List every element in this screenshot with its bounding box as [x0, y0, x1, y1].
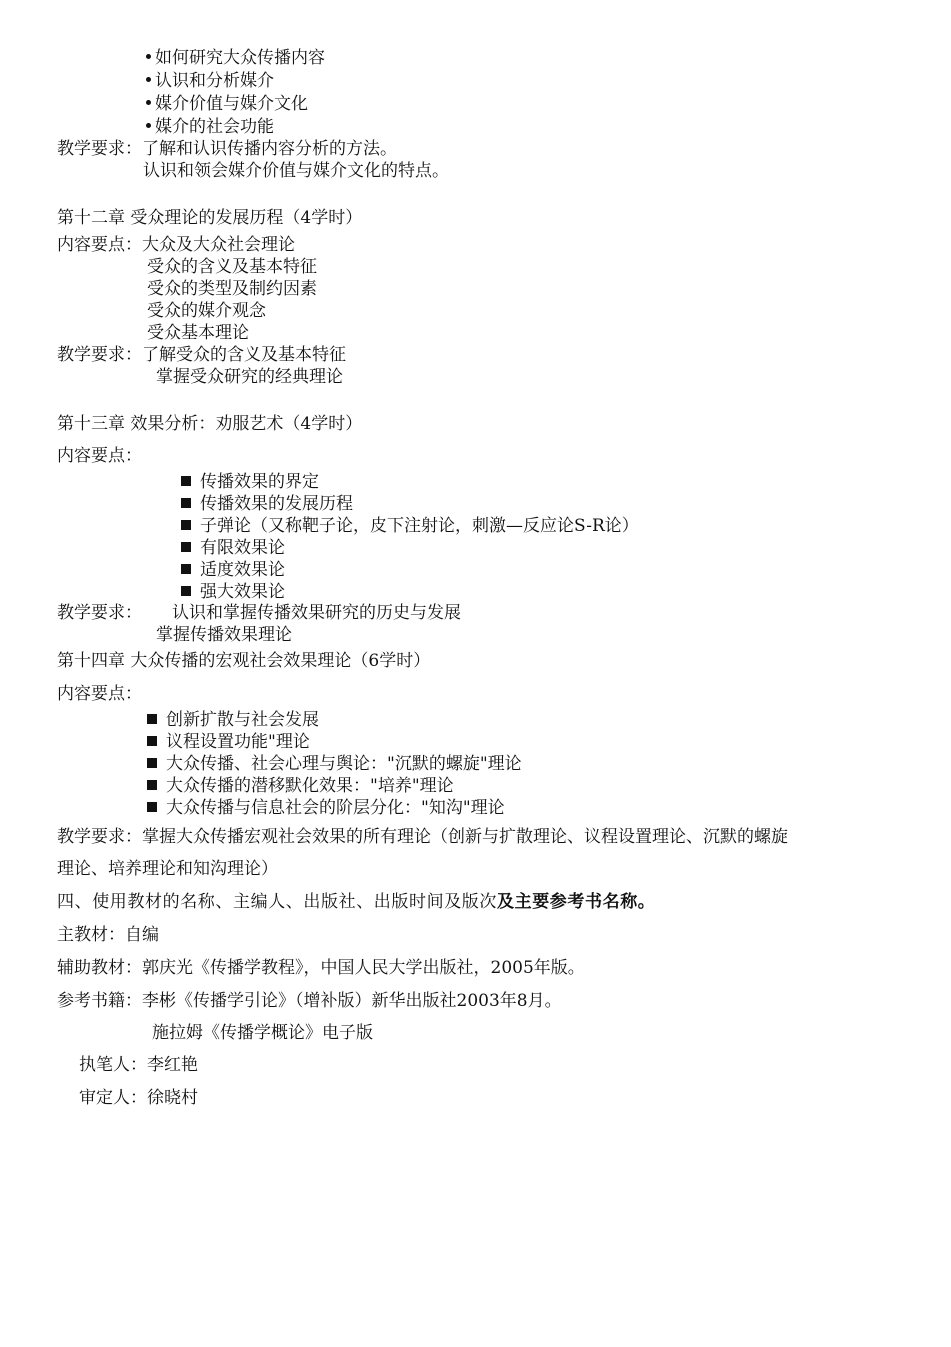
list-item: 受众的类型及制约因素 — [147, 279, 317, 299]
list-item: 媒介的社会功能 — [146, 116, 274, 138]
list-item: 如何研究大众传播内容 — [146, 47, 325, 69]
reviewer: 审定人：徐晓村 — [79, 1088, 198, 1108]
list-item: 大众传播的潜移默化效果："培养"理论 — [147, 775, 454, 797]
content-points-label: 内容要点： — [57, 684, 142, 704]
chapter-12-title: 第十二章 受众理论的发展历程（4学时） — [57, 208, 363, 228]
list-item: 有限效果论 — [181, 537, 285, 559]
main-textbook: 主教材：自编 — [57, 925, 159, 945]
teaching-requirement-line: 认识和掌握传播效果研究的历史与发展 — [172, 603, 461, 623]
list-item: 媒介价值与媒介文化 — [146, 93, 308, 115]
square-bullet-icon — [181, 520, 191, 530]
auxiliary-textbook: 辅助教材：郭庆光《传播学教程》，中国人民大学出版社，2005年版。 — [57, 958, 585, 978]
chapter-13-title: 第十三章 效果分析：劝服艺术（4学时） — [57, 414, 363, 434]
section-4-heading: 四、使用教材的名称、主编人、出版社、出版时间及版次及主要参考书名称。 — [57, 892, 656, 912]
square-bullet-icon — [181, 542, 191, 552]
list-item: 适度效果论 — [181, 559, 285, 581]
content-points-label: 内容要点： — [57, 446, 142, 466]
list-item: 创新扩散与社会发展 — [147, 709, 319, 731]
bullet-dot-icon — [146, 123, 151, 128]
reference-books-line: 施拉姆《传播学概论》电子版 — [152, 1023, 373, 1043]
list-item: 传播效果的界定 — [181, 471, 319, 493]
list-item: 认识和分析媒介 — [146, 70, 274, 92]
teaching-requirement-line: 掌握传播效果理论 — [156, 625, 292, 645]
square-bullet-icon — [181, 498, 191, 508]
bullet-dot-icon — [146, 100, 151, 105]
teaching-requirement-label: 教学要求： — [57, 603, 142, 623]
reference-books: 参考书籍：李彬《传播学引论》（增补版）新华出版社2003年8月。 — [57, 991, 562, 1011]
list-item: 大众传播、社会心理与舆论："沉默的螺旋"理论 — [147, 753, 522, 775]
list-item: 受众的含义及基本特征 — [147, 257, 317, 277]
list-item: 受众基本理论 — [147, 323, 249, 343]
teaching-requirement: 教学要求：掌握大众传播宏观社会效果的所有理论（创新与扩散理论、议程设置理论、沉默的螺旋 — [57, 827, 788, 847]
list-item: 议程设置功能"理论 — [147, 731, 310, 753]
teaching-requirement: 教学要求：了解受众的含义及基本特征 — [57, 345, 346, 365]
square-bullet-icon — [181, 476, 191, 486]
square-bullet-icon — [181, 586, 191, 596]
teaching-requirement-line: 认识和领会媒介价值与媒介文化的特点。 — [143, 161, 449, 181]
list-item: 强大效果论 — [181, 581, 285, 603]
teaching-requirement-line: 理论、培养理论和知沟理论） — [57, 859, 278, 879]
author: 执笔人：李红艳 — [79, 1055, 198, 1075]
square-bullet-icon — [147, 714, 157, 724]
chapter-14-title: 第十四章 大众传播的宏观社会效果理论（6学时） — [57, 651, 431, 671]
square-bullet-icon — [147, 780, 157, 790]
list-item: 传播效果的发展历程 — [181, 493, 353, 515]
teaching-requirement: 教学要求：了解和认识传播内容分析的方法。 — [57, 139, 397, 159]
square-bullet-icon — [147, 758, 157, 768]
list-item: 子弹论（又称靶子论，皮下注射论，刺激—反应论S-R论） — [181, 515, 639, 537]
square-bullet-icon — [147, 802, 157, 812]
content-points: 内容要点：大众及大众社会理论 — [57, 235, 295, 255]
list-item: 大众传播与信息社会的阶层分化："知沟"理论 — [147, 797, 505, 819]
teaching-requirement-line: 掌握受众研究的经典理论 — [156, 367, 343, 387]
bullet-dot-icon — [146, 54, 151, 59]
list-item: 受众的媒介观念 — [147, 301, 266, 321]
square-bullet-icon — [147, 736, 157, 746]
square-bullet-icon — [181, 564, 191, 574]
bullet-dot-icon — [146, 77, 151, 82]
